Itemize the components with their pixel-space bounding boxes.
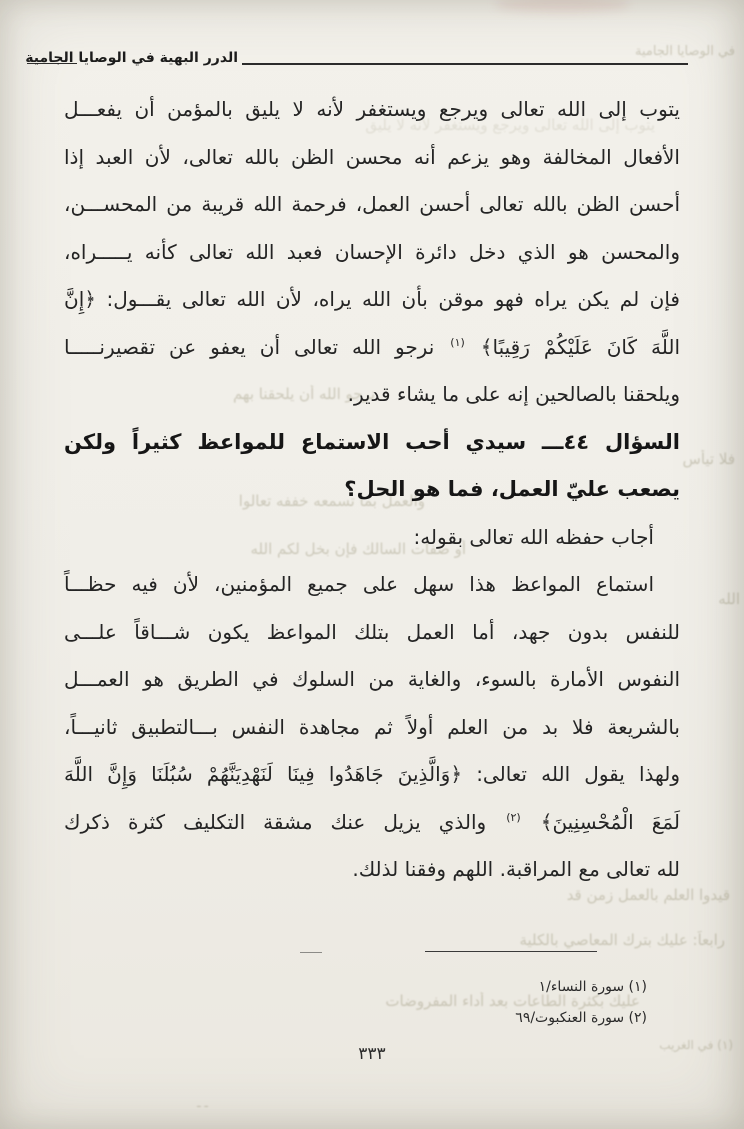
bleedthrough-text: عليك بكثرة الطاعات بعد أداء المفروضات: [385, 992, 640, 1010]
footnote-item: [515, 1003, 647, 1034]
footnote-number: (٢): [628, 1010, 647, 1026]
scan-smudge: [495, 0, 630, 12]
bleedthrough-text: أو صفات السالك فإن بخل لكم الله: [250, 540, 466, 558]
footnote-item: [515, 972, 647, 1003]
footnote-marker-1: (١): [450, 335, 465, 349]
bleedthrough-text: يتوب إلى الله تعالى ويرجع ويستغفر لأنه لا يليق: [365, 116, 655, 134]
bleedthrough-text: في الوصايا الجامية: [635, 44, 735, 59]
footnote-marker-2: (٢): [506, 810, 521, 824]
body-line: النفوس الأمارة بالسوء، والغاية من السلوك في الطريق هو العمـــل: [64, 667, 680, 691]
footnote-text: سورة العنكبوت/٦٩: [515, 1010, 625, 1026]
body-line: لله تعالى مع المراقبة. اللهم وفقنا لذلك.: [352, 857, 680, 881]
body-line-quran-quote: ولهذا يقول الله تعالى: ﴿وَالَّذِينَ جَاهَدُوا فِينَا لَنَهْدِيَنَّهُمْ سُبُلَنَا وَإِنَّ اللَّهَ: [64, 762, 680, 786]
body-line: بالشريعة فلا بد من العلم أولاً ثم مجاهدة النفس بـــالتطبيق ثانيـــاً،: [64, 714, 680, 739]
footnotes: [515, 972, 647, 1034]
question-heading-line: السؤال ٤٤ـــ سيدي أحب الاستماع للمواعظ كثيراً ولكن: [64, 429, 680, 454]
page-body: [64, 86, 680, 894]
bleedthrough-text: نرجو الله أن يلحقنا بهم: [232, 385, 375, 403]
body-line: الأفعال المخالفة وهو يزعم أنه محسن الظن بالله تعالى، لأن العبد إذا: [64, 144, 680, 169]
body-line: للنفس بدون جهد، أما العمل بتلك المواعظ يكون شـــاقاً علـــى: [64, 619, 680, 644]
running-title: الدرر البهية في الوصايا الجامية: [25, 50, 238, 66]
bleedthrough-text: قيدوا العلم بالعمل زمن قد: [566, 886, 730, 904]
body-line: يتوب إلى الله تعالى ويرجع ويستغفر لأنه لا يليق بالمؤمن أن يفعـــل: [64, 97, 680, 121]
page-number: ٣٣٣: [358, 1044, 386, 1064]
bleedthrough-text: (١) في الغريب: [659, 1038, 733, 1052]
body-line: فإن لم يكن يراه فهو موقن بأن الله يراه، لأن الله تعالى يقـــول: ﴿إِنَّ: [64, 287, 680, 311]
quran-quote-end: لَمَعَ الْمُحْسِنِينَ﴾: [540, 809, 681, 834]
footnote-number: (١): [628, 979, 647, 995]
bleedthrough-text: الله: [718, 590, 740, 608]
body-line-quran-quote: [64, 799, 680, 847]
bleedthrough-text: ـ ـ: [197, 1096, 208, 1110]
question-heading-line: يصعب عليّ العمل، فما هو الحل؟: [344, 477, 680, 501]
footnote-text: سورة النساء/١: [538, 979, 625, 995]
footnote-separator: [425, 951, 597, 952]
body-line: ويلحقنا بالصالحين إنه على ما يشاء قدير.: [347, 382, 680, 406]
body-line-quran-quote: [64, 324, 680, 372]
body-line: والمحسن هو الذي دخل دائرة الإحسان فعبد الله تعالى كأنه يـــــراه،: [64, 239, 680, 264]
body-line: أحسن الظن بالله تعالى أحسن العمل، فرحمة الله قريبة من المحســـن،: [64, 192, 680, 216]
bleedthrough-text: فلا تيأس: [682, 450, 735, 468]
body-line-continuation: نرجو الله تعالى أن يعفو عن تقصيرنـــــا: [64, 334, 435, 359]
quran-quote-end: اللَّهَ كَانَ عَلَيْكُمْ رَقِيبًا﴾: [480, 334, 680, 359]
answer-intro-line: أجاب حفظه الله تعالى بقوله:: [413, 524, 654, 549]
body-line-continuation: والذي يزيل عنك مشقة التكليف كثرة ذكرك: [64, 809, 487, 834]
bleedthrough-text: والعمل بما تسمعه خففه تعالوا: [238, 492, 425, 510]
bleedthrough-text: رابعاً: عليك بترك المعاصي بالكلية: [519, 931, 725, 949]
footnote-separator-stub: [300, 952, 322, 953]
body-line: استماع المواعظ هذا سهل على جميع المؤمنين، لأن فيه حظـــاً: [64, 572, 654, 596]
header-rule-right: [242, 63, 688, 65]
